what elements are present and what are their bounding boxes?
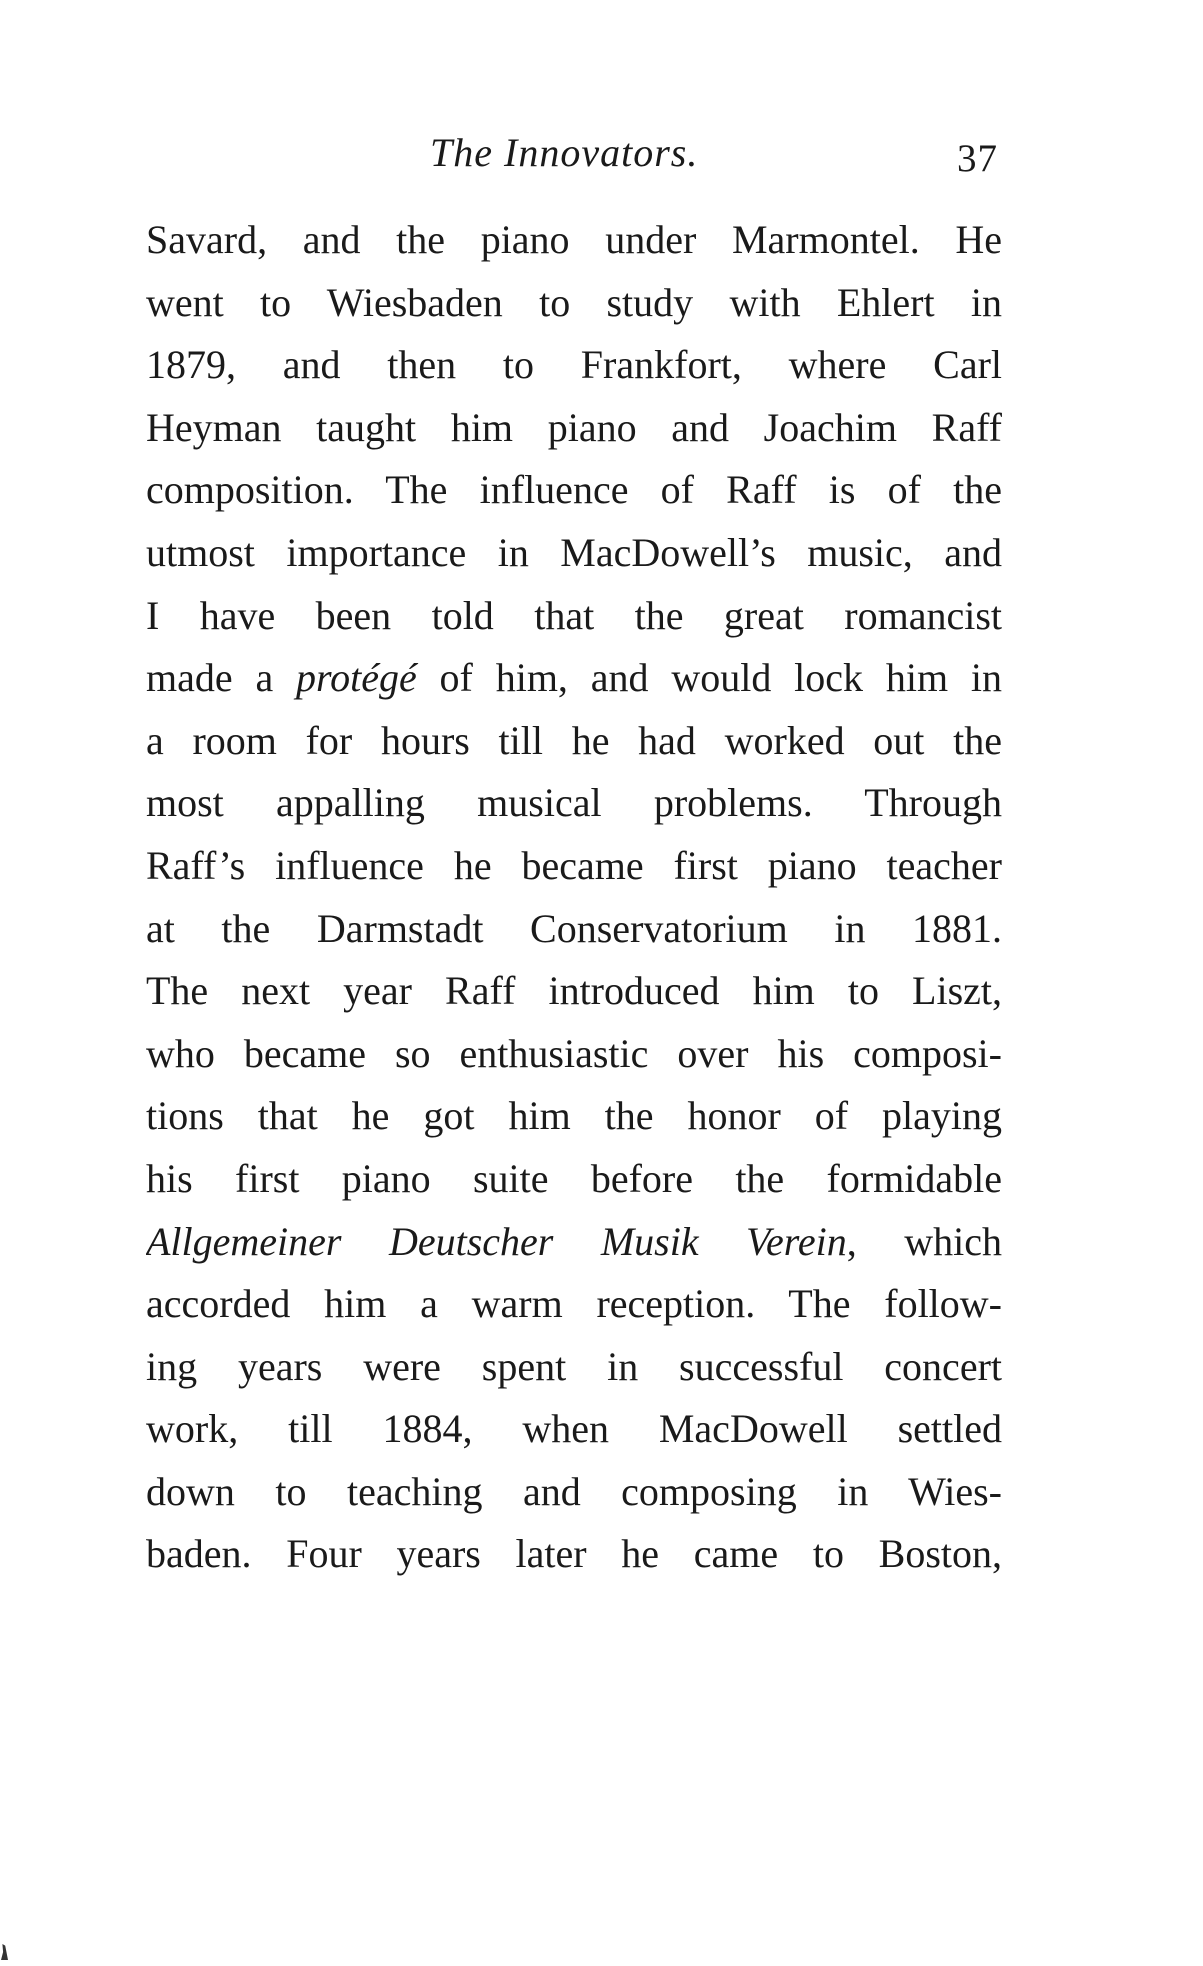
text-line: I have been told that the great romancist (146, 592, 1002, 638)
text-line: accorded him a warm reception. The follow- (146, 1281, 1002, 1327)
text-line: his first piano suite before the formidable (146, 1155, 1002, 1201)
text-line: down to teaching and composing in Wies- (146, 1468, 1002, 1514)
text-line: work, till 1884, when MacDowell settled (146, 1406, 1002, 1452)
text-line: Heyman taught him piano and Joachim Raff (146, 404, 1002, 450)
body-text (146, 214, 1002, 1591)
italic-term: Allgemeiner Deutscher Musik Verein (146, 1218, 847, 1264)
text-line: made a protégé of him, and would lock him in (146, 655, 1002, 701)
text-line: Raff’s influence he became first piano teacher (146, 842, 1002, 888)
page-number: 37 (957, 137, 998, 180)
text-line: went to Wiesbaden to study with Ehlert in (146, 279, 1002, 325)
text-line: a room for hours till he had worked out the (146, 717, 1002, 763)
text-line: at the Darmstadt Conservatorium in 1881. (146, 905, 1002, 951)
text-line: utmost importance in MacDowell’s music, and (146, 529, 1002, 575)
text-line: 1879, and then to Frankfort, where Carl (146, 342, 1002, 388)
text-line: most appalling musical problems. Through (146, 780, 1002, 826)
text-line: composition. The influence of Raff is of the (146, 467, 1002, 513)
running-head (0, 128, 1203, 178)
scan-speck (1, 1944, 8, 1960)
text-line: Savard, and the piano under Marmontel. He (146, 217, 1002, 262)
running-title: The Innovators. (430, 130, 699, 175)
text-line: who became so enthusiastic over his composi- (146, 1030, 1002, 1076)
text-line: tions that he got him the honor of playing (146, 1093, 1002, 1139)
text-line: ing years were spent in successful concert (146, 1343, 1002, 1389)
text-line: The next year Raff introduced him to Liszt, (146, 968, 1002, 1014)
italic-term: protégé (296, 655, 417, 701)
text-line: baden. Four years later he came to Boston, (146, 1531, 1002, 1577)
text-line: Allgemeiner Deutscher Musik Verein, which (146, 1218, 1002, 1264)
